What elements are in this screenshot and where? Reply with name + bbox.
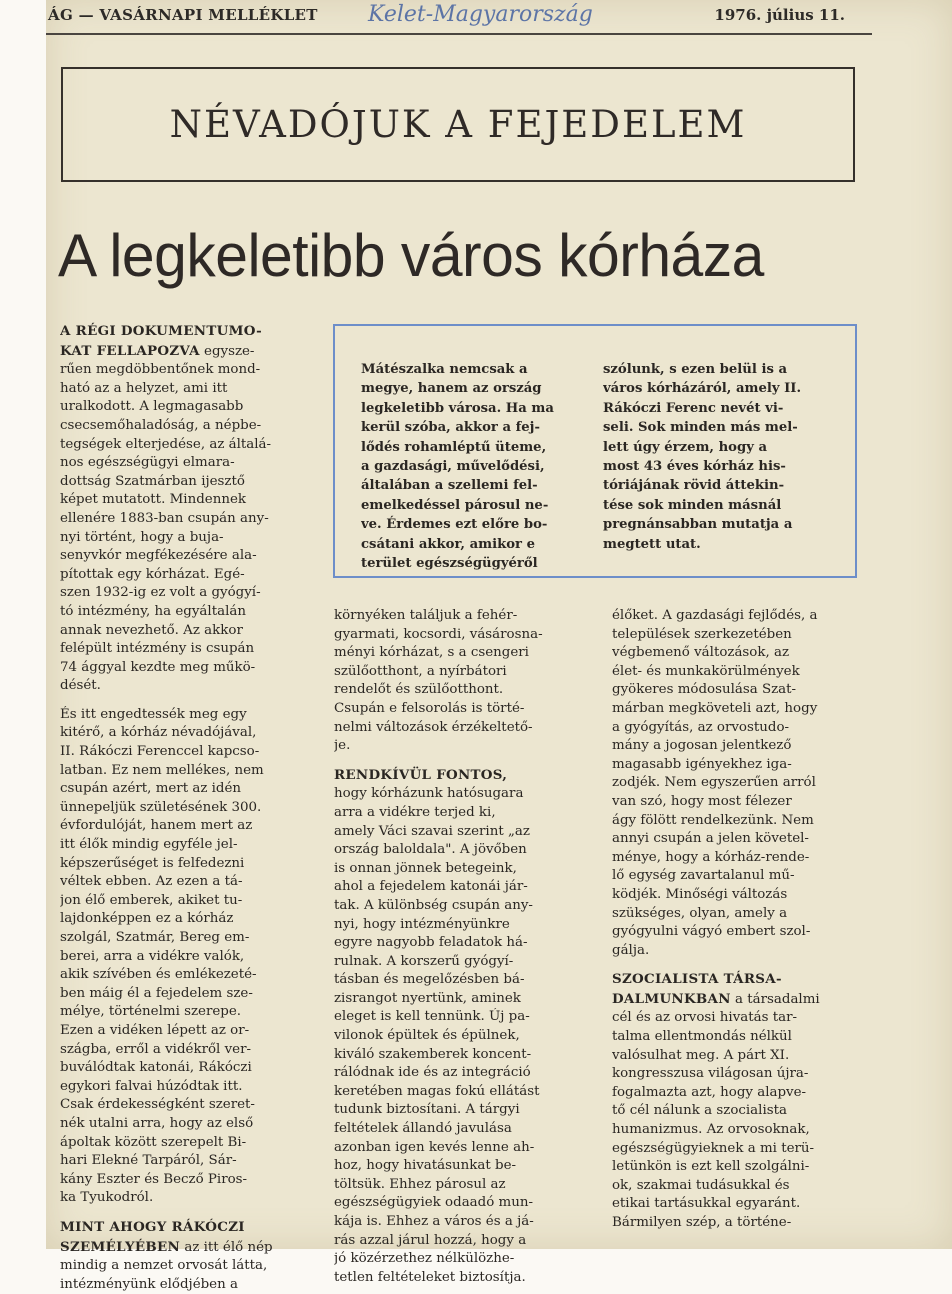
intro-column-left (361, 360, 586, 573)
text-line: dottság Szatmárban ijesztő (60, 473, 245, 489)
text-line: kája is. Ehhez a város és a já- (334, 1214, 534, 1229)
text-line: ahol a fejedelem katonái jár- (334, 879, 528, 895)
subheading: RENDKÍVÜL FONTOS, (334, 766, 508, 783)
text-line: mány a jogosan jelentkező (612, 738, 792, 754)
text-line: tő cél nálunk a szocialista (612, 1103, 787, 1119)
text-line: hari Elekné Tarpáról, Sár- (60, 1153, 237, 1169)
text-line: annyi csupán a jelen követel- (612, 831, 809, 847)
text-line: nyi, hogy intézményünkre (334, 916, 510, 932)
text-line (60, 1238, 318, 1258)
text-line: etikai tartásukkal egyaránt. (612, 1196, 801, 1212)
text-line: lődés rohamléptű üteme, (361, 439, 547, 455)
text-line: kongresszusa világosan újra- (612, 1066, 809, 1082)
text-line: ménye, hogy a kórház-rende- (612, 849, 810, 865)
kicker-box (61, 67, 855, 182)
text-line: mélye, történelmi szerepe. (60, 1004, 242, 1020)
text-line: lett úgy érzem, hogy a (603, 439, 767, 455)
subheading: A RÉGI DOKUMENTUMO- (60, 323, 263, 339)
text-line: város kórházáról, amely II. (603, 381, 802, 397)
text-line: dését. (60, 678, 101, 694)
text-line: egészségügyiek odaadó mun- (334, 1195, 534, 1211)
text-line: nyi történt, hogy a buja- (60, 529, 224, 545)
text-line: zisrangot nyertünk, aminek (334, 990, 521, 1006)
text-line: gyarmati, kocsordi, vásárosna- (334, 626, 543, 642)
subheading: SZOCIALISTA TÁRSA- (612, 971, 782, 988)
text-line: lajdonképpen ez a kórház (60, 911, 234, 927)
text-line: most 43 éves kórház his- (603, 459, 786, 475)
paragraph (612, 607, 870, 960)
subheading: KAT FELLAPOZVA (60, 342, 200, 359)
text-line: végbemenő változások, az (612, 645, 790, 661)
subheading-line (334, 766, 592, 786)
text-line: nos egészségügyi elmara- (60, 455, 235, 471)
text-line: keretében magas fokú ellátást (334, 1083, 540, 1099)
paragraph-lines (612, 1009, 870, 1232)
text-line: tó intézmény, ha egyáltalán (60, 603, 246, 619)
text-line: van szó, hogy most félezer (612, 793, 792, 809)
intro-column-right (603, 360, 828, 554)
text-line: azonban igen kevés lenne ah- (334, 1139, 535, 1155)
paragraph (334, 766, 592, 1288)
text-line: lő egység zavartalanul mű- (612, 868, 795, 884)
text-line: seli. Sok minden más mel- (603, 420, 798, 436)
text-line: rulnak. A korszerű gyógyí- (334, 953, 514, 969)
text-line: ményi kórházat, s a csengeri (334, 645, 529, 661)
text-line: ka Tyukodról. (60, 1190, 154, 1206)
text-line: ható az a helyzet, ami itt (60, 380, 228, 396)
text-line: gálja. (612, 942, 650, 958)
paragraph-lines (60, 1257, 318, 1294)
text-line: ellenére 1883-ban csupán any- (60, 510, 269, 526)
text-fragment: egysze- (199, 343, 255, 359)
text-line: feltételek állandó javulása (334, 1121, 512, 1137)
paragraph-lines (612, 607, 870, 960)
text-line: általában a szellemi fel- (361, 478, 538, 494)
text-line: márban megköveteli azt, hogy (612, 700, 818, 716)
paragraph-lines (60, 361, 318, 696)
text-line: egykori falvai húzódtak itt. (60, 1078, 243, 1094)
text-line: szen 1932-ig ez volt a gyógyí- (60, 585, 261, 601)
text-line: Ezen a vidéken lépett az or- (60, 1022, 250, 1038)
text-line: talma ellentmondás nélkül (612, 1029, 792, 1045)
text-line: kány Eszter és Becző Piros- (60, 1171, 248, 1187)
text-line: vilonok épültek és épülnek, (334, 1028, 520, 1044)
text-line: amely Váci szavai szerint „az (334, 823, 530, 839)
text-line: letünkön is ezt kell szolgálni- (612, 1159, 810, 1175)
text-line: tudunk biztosítani. A tárgyi (334, 1102, 520, 1118)
text-line: uralkodott. A legmagasabb (60, 399, 244, 415)
text-line: ködjék. Minőségi változás (612, 886, 788, 902)
text-line: szágba, erről a vidékről ver- (60, 1041, 251, 1057)
text-line: véltek ebben. Az ezen a tá- (60, 874, 243, 890)
text-line: És itt engedtessék meg egy (60, 706, 247, 722)
text-line: szolgál, Szatmár, Bereg em- (60, 930, 250, 945)
text-line: csupán azért, mert az idén (60, 781, 242, 797)
kicker-title: NÉVADÓJUK A FEJEDELEM (169, 103, 747, 146)
text-line: ok, szakmai tudásukkal és (612, 1177, 790, 1193)
text-line: képszerűséget is felfedezni (60, 855, 245, 871)
text-line: tetlen feltételeket biztosítja. (334, 1269, 526, 1285)
text-line: ben máig él a fejedelem sze- (60, 985, 253, 1001)
text-line: Csupán e felsorolás is törté- (334, 700, 525, 716)
paragraph (60, 322, 318, 696)
subheading-line (60, 1218, 318, 1238)
text-line: latban. Ez nem mellékes, nem (60, 762, 264, 778)
text-line: legkeletibb városa. Ha ma (361, 400, 554, 416)
subheading-line (60, 322, 318, 342)
text-line: kerül szóba, akkor a fej- (361, 420, 540, 436)
text-line: terület egészségügyéről (361, 556, 538, 572)
text-line: jó közérzethez nélkülözhe- (334, 1251, 515, 1267)
text-line: rálódnak ide és az integráció (334, 1065, 531, 1081)
text-line: fogalmazta azt, hogy alapve- (612, 1084, 807, 1100)
paragraph (60, 706, 318, 1208)
text-line: egészségügyieknek a mi terü- (612, 1140, 815, 1156)
text-line: tóriájának rövid áttekin- (603, 478, 785, 494)
text-line: települések szerkezetében (612, 626, 792, 642)
text-line: Rákóczi Ferenc nevét vi- (603, 400, 784, 416)
paragraph-lines (334, 785, 592, 1287)
text-line: csecsemőhaladóság, a népbe- (60, 417, 262, 433)
text-line: akik szívében és emlékezeté- (60, 967, 257, 983)
text-line: 74 ággyal kezdte meg műkö- (60, 659, 256, 675)
text-line: rűen megdöbbentőnek mond- (60, 362, 261, 378)
text-line: cél és az orvosi hivatás tar- (612, 1010, 798, 1026)
section-label: ÁG — VASÁRNAPI MELLÉKLET (48, 6, 318, 24)
text-line: mindig a nemzet orvosát látta, (60, 1258, 268, 1274)
text-line: élet- és munkakörülmények (612, 663, 800, 679)
text-line: annak nevezhető. Az akkor (60, 622, 243, 638)
subheading: DALMUNKBAN (612, 990, 731, 1007)
text-line: élőket. A gazdasági fejlődés, a (612, 608, 818, 623)
text-line: a gyógyítás, az orvostudo- (612, 719, 790, 735)
text-line: gyökeres módosulása Szat- (612, 682, 797, 698)
text-fragment: a társadalmi (730, 991, 820, 1007)
text-line: tegségek elterjedése, az általá- (60, 436, 272, 452)
text-line: szükséges, olyan, amely a (612, 905, 788, 921)
paragraph (60, 1218, 318, 1294)
text-line: nelmi változások érzékeltető- (334, 719, 533, 735)
text-line: környéken találjuk a fehér- (334, 608, 518, 623)
intro-box (333, 324, 857, 578)
subheading: SZEMÉLYÉBEN (60, 1238, 181, 1255)
text-line: töltsük. Ehhez párosul az (334, 1176, 506, 1192)
text-line (60, 342, 318, 362)
text-fragment: az itt élő nép (180, 1239, 273, 1255)
text-line: ve. Érdemes ezt előre bo- (361, 517, 548, 533)
article-column-2 (334, 607, 592, 1287)
text-line: ország baloldala". A jövőben (334, 842, 527, 858)
text-line: rendelőt és szülőotthont. (334, 682, 504, 698)
text-line: hoz, hogy hivatásunkat be- (334, 1158, 517, 1174)
text-line: is onnan jönnek betegeink, (334, 860, 517, 876)
text-line: tak. A különbség csupán any- (334, 897, 533, 913)
text-line: tése sok minden másnál (603, 497, 782, 513)
text-line: buválódtak katonái, Rákóczi (60, 1060, 252, 1076)
text-line: emelkedéssel párosul ne- (361, 497, 549, 513)
text-line: szólunk, s ezen belül is a (603, 362, 788, 377)
paragraph (334, 607, 592, 756)
article-column-3 (612, 607, 870, 1233)
article-column-1 (60, 322, 318, 1294)
text-line: magasabb igényekhez iga- (612, 756, 792, 772)
text-line: tásban és megelőzésben bá- (334, 972, 525, 988)
text-line: zodjék. Nem egyszerűen arról (612, 775, 816, 791)
paragraph-lines (60, 706, 318, 1208)
text-line (612, 990, 870, 1010)
text-line: pregnánsabban mutatja a (603, 517, 793, 533)
text-line: kiváló szakemberek koncent- (334, 1046, 532, 1062)
text-line: valósulhat meg. A párt XI. (612, 1047, 790, 1063)
text-line: a gazdasági, művelődési, (361, 459, 545, 475)
text-line: megye, hanem az ország (361, 381, 542, 397)
text-line: itt élők mindig egyféle jel- (60, 837, 238, 853)
text-line: évfordulóját, hanem mert az (60, 818, 253, 834)
text-line: Bármilyen szép, a történe- (612, 1215, 792, 1230)
text-line: ünnepeljük születésének 300. (60, 799, 262, 815)
text-line: je. (334, 738, 351, 754)
subheading-line (612, 970, 870, 990)
text-line: arra a vidékre terjed ki, (334, 804, 496, 820)
text-line: képet mutatott. Mindennek (60, 492, 246, 508)
text-line: felépült intézmény is csupán (60, 641, 255, 657)
header-rule (46, 33, 872, 35)
text-line: berei, arra a vidékre valók, (60, 948, 245, 964)
page-header (46, 4, 871, 32)
text-line: csátani akkor, amikor e (361, 536, 535, 552)
text-line: eleget is kell tennünk. Új pa- (334, 1009, 530, 1025)
text-line: senyvkór megfékezésére ala- (60, 548, 257, 564)
paragraph (612, 970, 870, 1232)
text-line: ápoltak között szerepelt Bi- (60, 1134, 247, 1150)
text-line: szülőotthont, a nyírbátori (334, 663, 507, 679)
text-line: jon élő emberek, akiket tu- (60, 892, 243, 908)
issue-date: 1976. július 11. (714, 6, 845, 24)
headline: A legkeletibb város kórháza (58, 222, 764, 289)
text-line: ágy fölött rendelkezünk. Nem (612, 812, 814, 828)
subheading: MINT AHOGY RÁKÓCZI (60, 1218, 245, 1235)
text-line: kitérő, a kórház névadójával, (60, 725, 257, 741)
text-line: II. Rákóczi Ferenccel kapcso- (60, 744, 260, 760)
handwritten-source-note: Kelet-Magyarország (368, 2, 593, 27)
text-line: gyógyulni vágyó embert szol- (612, 924, 811, 940)
text-line: Mátészalka nemcsak a (361, 362, 528, 377)
text-line: pítottak egy kórházat. Egé- (60, 566, 245, 582)
text-line: humanizmus. Az orvosoknak, (612, 1122, 810, 1138)
paragraph-lines (334, 607, 592, 756)
text-line: rás azzal járul hozzá, hogy a (334, 1232, 527, 1248)
text-line: Csak érdekességként szeret- (60, 1097, 255, 1113)
text-line: megtett utat. (603, 536, 701, 552)
text-line: egyre nagyobb feladatok há- (334, 935, 528, 951)
text-line: intézményünk elődjében a (60, 1276, 238, 1292)
text-line: nék utalni arra, hogy az első (60, 1115, 254, 1131)
text-line: hogy kórházunk hatósugara (334, 786, 524, 802)
